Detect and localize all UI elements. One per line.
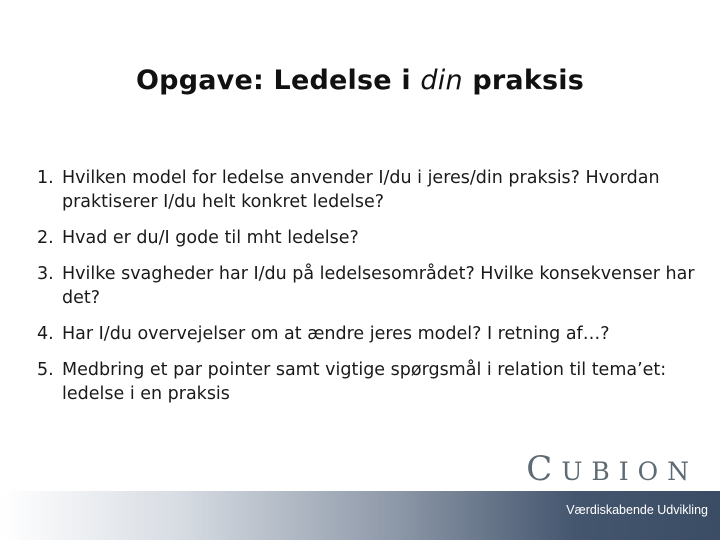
item-text: Hvad er du/I gode til mht ledelse?	[62, 228, 359, 248]
tagline: Værdiskabende Udvikling	[566, 503, 708, 517]
logo-rest: UBION	[561, 457, 698, 486]
list-item	[37, 166, 697, 214]
cubion-logo	[526, 451, 698, 490]
item-number: 1.	[37, 168, 54, 188]
item-number: 3.	[37, 264, 54, 284]
item-number: 5.	[37, 360, 54, 380]
item-text: Hvilken model for ledelse anvender I/du i jeres/din praksis? Hvordan praktiserer I/du helt konkret ledelse?	[62, 168, 660, 212]
title-text-end: praksis	[462, 65, 584, 97]
title-emphasis: din	[420, 65, 463, 97]
slide-title	[0, 65, 720, 96]
title-text: Opgave: Ledelse i	[136, 65, 421, 97]
item-text: Medbring et par pointer samt vigtige spørgsmål i relation til tema’et: ledelse i en praksis	[62, 360, 667, 404]
logo-initial: C	[526, 449, 562, 489]
item-number: 4.	[37, 324, 54, 344]
task-list	[37, 166, 697, 418]
item-text: Har I/du overvejelser om at ændre jeres model? I retning af…?	[62, 324, 610, 344]
list-item	[37, 262, 697, 310]
list-item	[37, 322, 697, 346]
item-text: Hvilke svagheder har I/du på ledelsesområdet? Hvilke konsekvenser har det?	[62, 264, 695, 308]
item-number: 2.	[37, 228, 54, 248]
list-item	[37, 226, 697, 250]
list-item	[37, 358, 697, 406]
